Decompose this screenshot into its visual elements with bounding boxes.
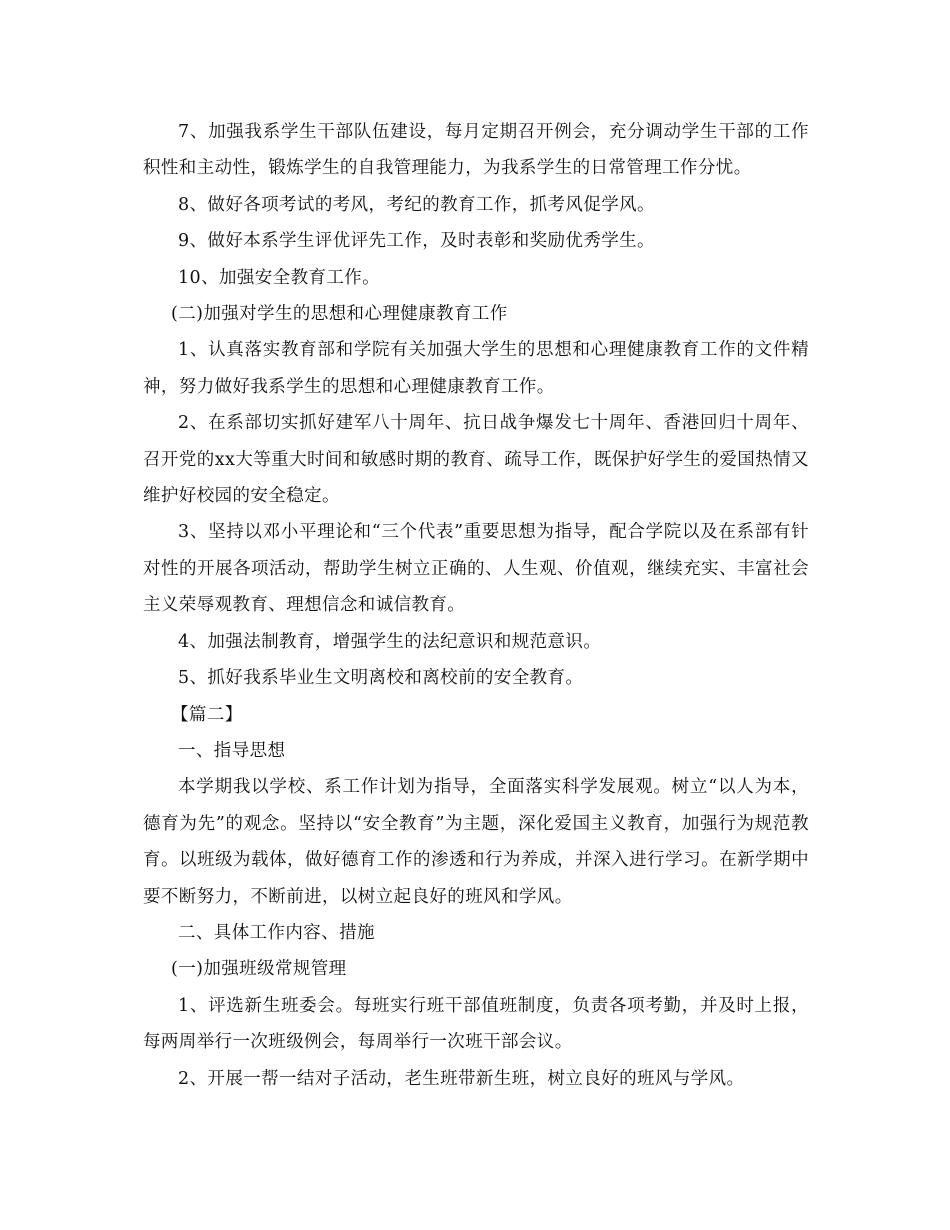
paragraph-class-item-2: 2、开展一帮一结对子活动，老生班带新生班，树立良好的班风与学风。 <box>178 1068 745 1089</box>
paragraph-item-10: 10、加强安全教育工作。 <box>178 267 381 288</box>
section-heading-class-management: (一)加强班级常规管理 <box>171 959 347 980</box>
paragraph-item-8: 8、做好各项考试的考风，考纪的教育工作，抓考风促学风。 <box>178 194 655 215</box>
paragraph-item-3: 3、坚持以邓小平理论和“三个代表”重要思想为指导，配合学院以及在系部有针对性的开展各项活动，帮助学生树立正确的、人生观、价值观，继续充实、丰富社会主义荣辱观教育、理想信念和诚信教育。 <box>143 522 809 616</box>
paragraph-item-5: 5、抓好我系毕业生文明离校和离校前的安全教育。 <box>178 668 584 689</box>
paragraph-item-1: 1、认真落实教育部和学院有关加强大学生的思想和心理健康教育工作的文件精神，努力做好我系学生的思想和心理健康教育工作。 <box>143 340 809 397</box>
section-heading-work-content: 二、具体工作内容、措施 <box>178 922 375 943</box>
paragraph-class-item-1: 1、评选新生班委会。每班实行班干部值班制度，负责各项考勤，并及时上报，每两周举行一次班级例会，每周举行一次班干部会议。 <box>143 995 809 1053</box>
section-heading-guiding-thought: 一、指导思想 <box>178 740 286 761</box>
paragraph-guiding-thought: 本学期我以学校、系工作计划为指导，全面落实科学发展观。树立“以人为本，德育为先”的观念。坚持以“安全教育”为主题，深化爱国主义教育，加强行为规范教育。以班级为载体，做好德育工作的渗透和行为养成，并深入进行学习。在新学期中要不断努力，不断前进，以树立起良好的班风和学风。 <box>143 777 809 907</box>
paragraph-item-7: 7、加强我系学生干部队伍建设，每月定期召开例会，充分调动学生干部的工作积性和主动性，锻炼学生的自我管理能力，为我系学生的日常管理工作分忧。 <box>143 122 809 179</box>
paragraph-item-4: 4、加强法制教育，增强学生的法纪意识和规范意识。 <box>178 631 602 652</box>
paragraph-item-9: 9、做好本系学生评优评先工作，及时表彰和奖励优秀学生。 <box>178 231 655 252</box>
document-body <box>143 114 809 1097</box>
section-heading-mental-health: (二)加强对学生的思想和心理健康教育工作 <box>171 304 508 325</box>
paragraph-item-2: 2、在系部切实抓好建军八十周年、抗日战争爆发七十周年、香港回归十周年、召开党的xx大等重大时间和敏感时期的教育、疏导工作，既保护好学生的爱国热情又维护好校园的安全稳定。 <box>143 413 809 507</box>
part-two-heading: 【篇二】 <box>171 704 243 725</box>
